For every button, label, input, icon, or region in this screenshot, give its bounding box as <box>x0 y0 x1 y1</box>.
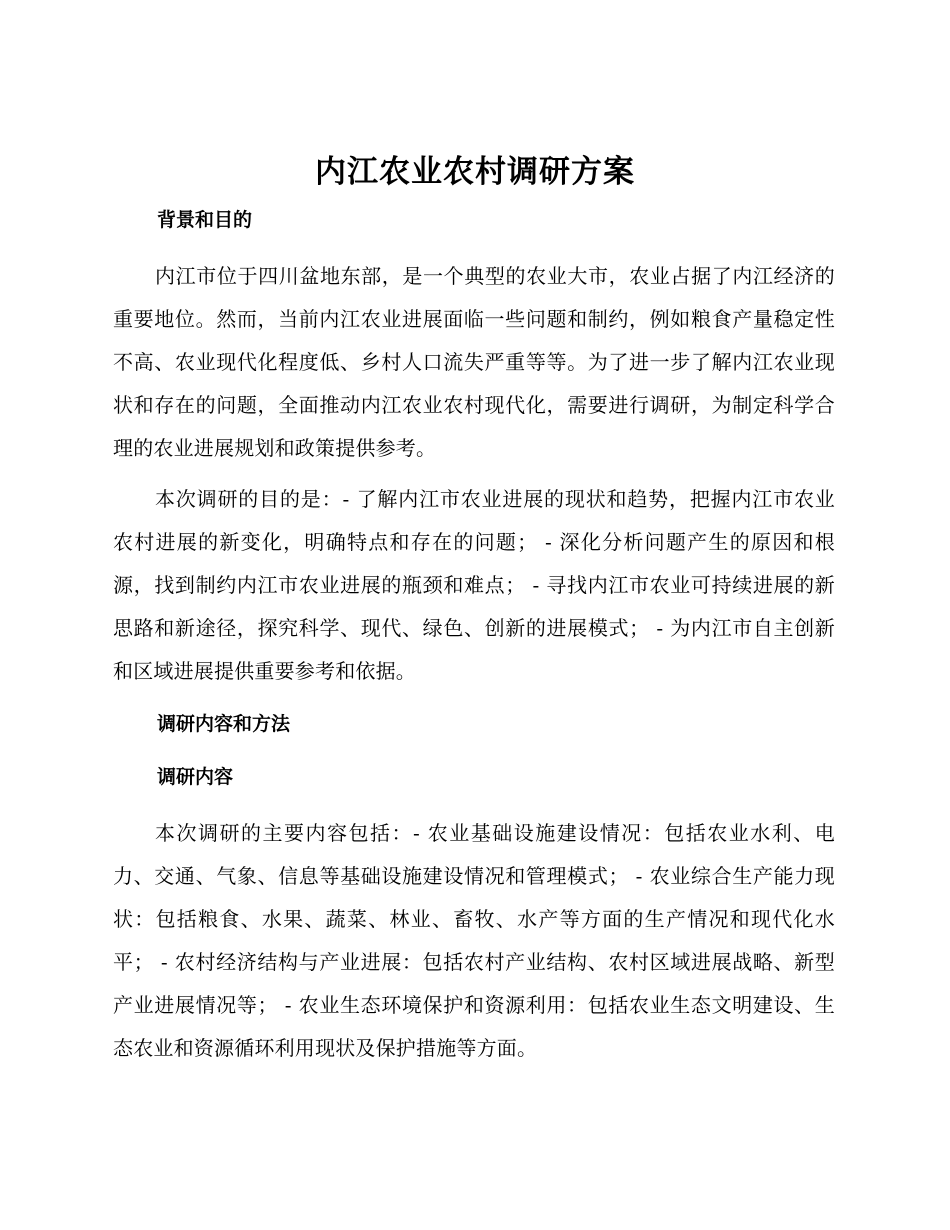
section-heading-content-and-methods: 调研内容和方法 <box>157 713 291 735</box>
document-title: 内江农业农村调研方案 <box>315 154 635 190</box>
subsection-heading-content: 调研内容 <box>157 766 234 788</box>
section-heading-background: 背景和目的 <box>157 209 253 231</box>
paragraph-research-content: 本次调研的主要内容包括：- 农业基础设施建设情况：包括农业水利、电力、交通、气象、信息等基础设施建设情况和管理模式； - 农业综合生产能力现状：包括粮食、水果、蔬菜、林业、畜牧、水产等方面的生产情况和现代化水平； - 农村经济结构与产业进展：包括农村产业结构、农村区域进展战略、新型产业进展情况等； - 农业生态环境保护和资源利用：包括农业生态文明建设、生态农业和资源循环利用现状及保护措施等方面。 <box>113 821 835 1060</box>
paragraph-background: 内江市位于四川盆地东部，是一个典型的农业大市，农业占据了内江经济的重要地位。然而，当前内江农业进展面临一些问题和制约，例如粮食产量稳定性不高、农业现代化程度低、乡村人口流失严重等等。为了进一步了解内江农业现状和存在的问题，全面推动内江农业农村现代化，需要进行调研，为制定科学合理的农业进展规划和政策提供参考。 <box>113 264 835 460</box>
paragraph-objectives: 本次调研的目的是：- 了解内江市农业进展的现状和趋势，把握内江市农业农村进展的新变化，明确特点和存在的问题； - 深化分析问题产生的原因和根源，找到制约内江市农业进展的瓶颈和难点； - 寻找内江市农业可持续进展的新思路和新途径，探究科学、现代、绿色、创新的进展模式； - 为内江市自主创新和区域进展提供重要参考和依据。 <box>113 487 835 683</box>
